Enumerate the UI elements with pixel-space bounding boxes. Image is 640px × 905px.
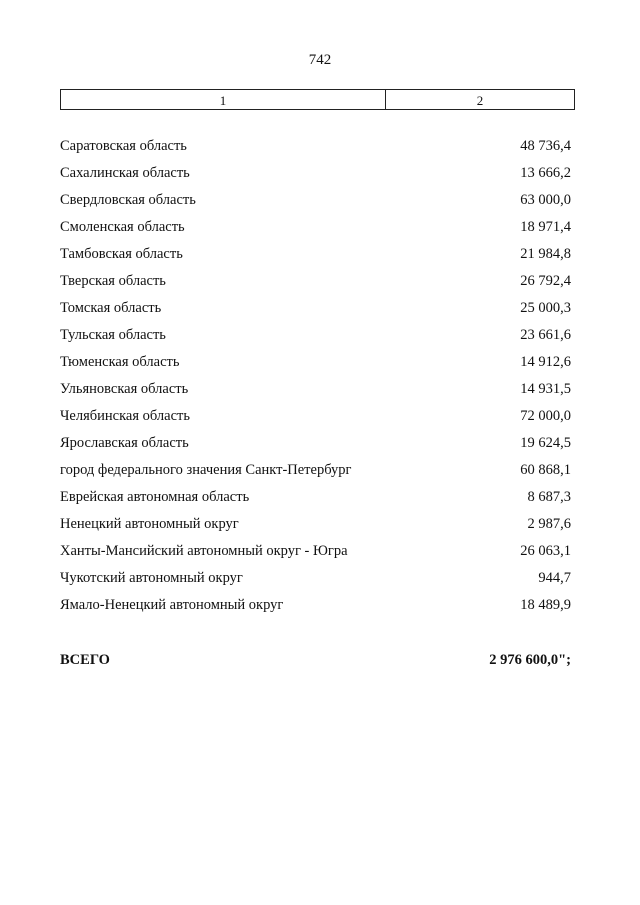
region-value: 19 624,5 bbox=[520, 435, 571, 451]
column-header-2: 2 bbox=[476, 93, 484, 108]
region-value: 48 736,4 bbox=[520, 138, 571, 154]
column-header-row bbox=[60, 89, 575, 110]
region-name: Ульяновская область bbox=[60, 381, 189, 397]
region-value: 72 000,0 bbox=[520, 408, 571, 424]
region-value: 63 000,0 bbox=[520, 192, 571, 208]
region-name: Еврейская автономная область bbox=[60, 489, 250, 505]
region-value: 23 661,6 bbox=[520, 327, 571, 343]
region-value: 2 987,6 bbox=[527, 516, 571, 532]
table-row bbox=[60, 268, 571, 295]
region-value: 8 687,3 bbox=[527, 489, 571, 505]
region-name: город федерального значения Санкт-Петербург bbox=[60, 462, 352, 478]
region-name: Ярославская область bbox=[60, 435, 189, 451]
table-row bbox=[60, 538, 571, 565]
region-name: Тюменская область bbox=[60, 354, 180, 370]
region-value: 25 000,3 bbox=[520, 300, 571, 316]
total-row bbox=[60, 648, 571, 672]
region-name: Челябинская область bbox=[60, 408, 190, 424]
region-name: Тамбовская область bbox=[60, 246, 183, 262]
table-row bbox=[60, 322, 571, 349]
region-value: 26 792,4 bbox=[520, 273, 571, 289]
region-value: 13 666,2 bbox=[520, 165, 571, 181]
region-value: 14 912,6 bbox=[520, 354, 571, 370]
table-row bbox=[60, 214, 571, 241]
region-value: 60 868,1 bbox=[520, 462, 571, 478]
table-row bbox=[60, 565, 571, 592]
region-value: 18 489,9 bbox=[520, 597, 571, 613]
region-table bbox=[60, 133, 571, 619]
region-value: 21 984,8 bbox=[520, 246, 571, 262]
region-name: Смоленская область bbox=[60, 219, 185, 235]
table-row bbox=[60, 403, 571, 430]
page-number: 742 bbox=[308, 52, 332, 68]
region-name: Ненецкий автономный округ bbox=[60, 516, 239, 532]
table-row bbox=[60, 133, 571, 160]
region-name: Ханты-Мансийский автономный округ - Югра bbox=[60, 543, 348, 559]
table-row bbox=[60, 349, 571, 376]
region-value: 944,7 bbox=[538, 570, 571, 586]
region-value: 14 931,5 bbox=[520, 381, 571, 397]
total-label: ВСЕГО bbox=[60, 651, 110, 668]
column-header-1: 1 bbox=[61, 90, 386, 109]
table-row bbox=[60, 187, 571, 214]
total-value: 2 976 600,0"; bbox=[489, 651, 571, 668]
table-row bbox=[60, 160, 571, 187]
table-row bbox=[60, 376, 571, 403]
region-name: Ямало-Ненецкий автономный округ bbox=[60, 597, 284, 613]
region-name: Саратовская область bbox=[60, 138, 187, 154]
table-row bbox=[60, 484, 571, 511]
table-row bbox=[60, 430, 571, 457]
region-name: Томская область bbox=[60, 300, 162, 316]
table-row bbox=[60, 592, 571, 619]
region-name: Сахалинская область bbox=[60, 165, 190, 181]
table-row bbox=[60, 457, 571, 484]
table-row bbox=[60, 511, 571, 538]
table-row bbox=[60, 295, 571, 322]
region-name: Тверская область bbox=[60, 273, 166, 289]
region-value: 18 971,4 bbox=[520, 219, 571, 235]
region-name: Чукотский автономный округ bbox=[60, 570, 243, 586]
region-value: 26 063,1 bbox=[520, 543, 571, 559]
region-name: Свердловская область bbox=[60, 192, 196, 208]
table-row bbox=[60, 241, 571, 268]
region-name: Тульская область bbox=[60, 327, 166, 343]
